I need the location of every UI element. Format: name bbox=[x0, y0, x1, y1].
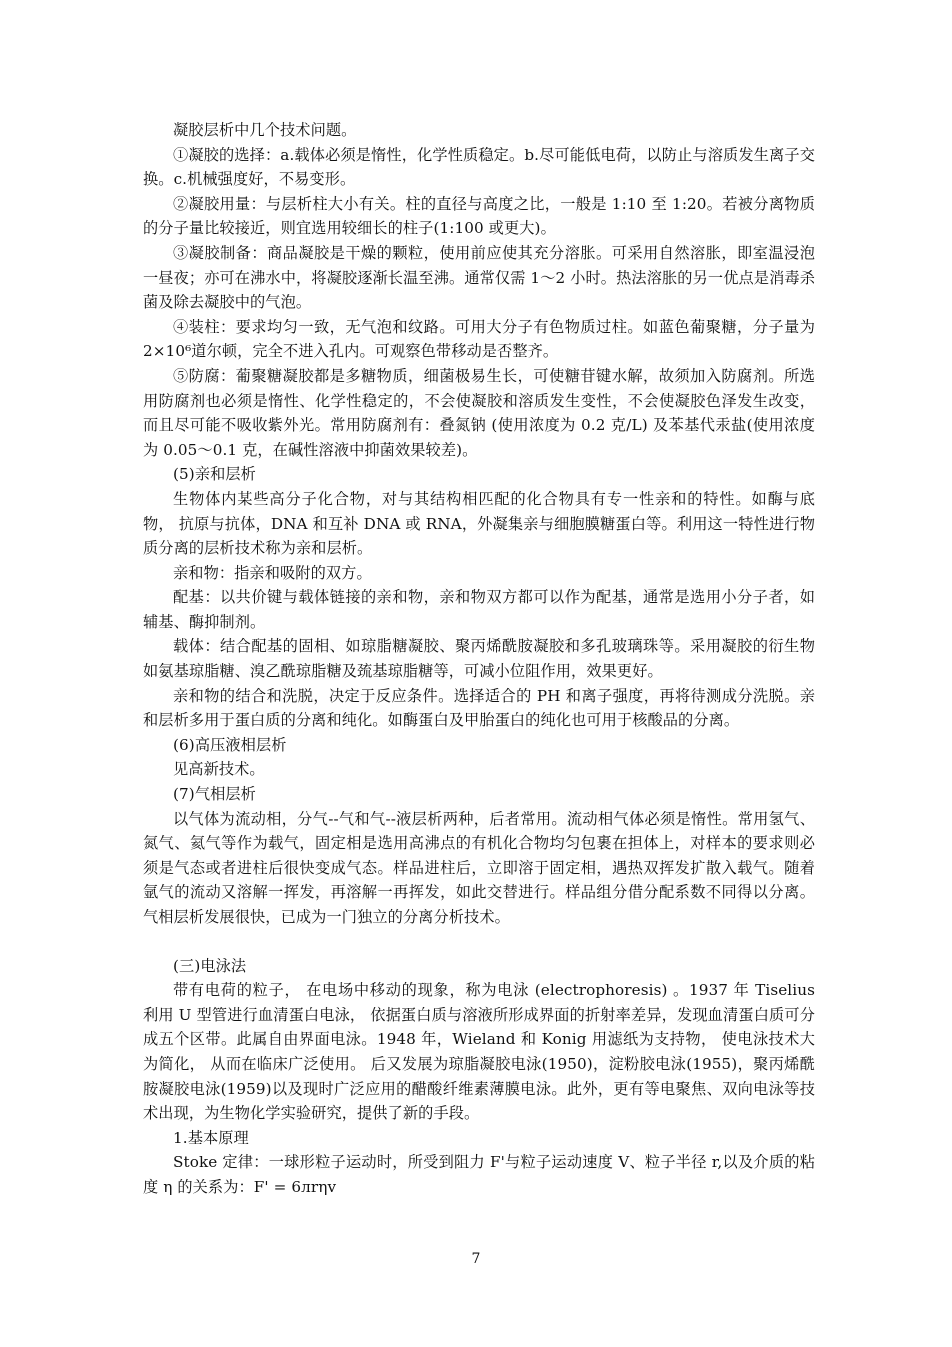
affinity-intro-paragraph: 生物体内某些高分子化合物，对与其结构相匹配的化合物具有专一性亲和的特性。如酶与底物， 抗原与抗体，DNA 和互补 DNA 或 RNA，外凝集亲与细胞膜糖蛋白等。利用这一特性进行物质分离的层析技术称为亲和层析。 bbox=[143, 489, 815, 558]
electrophoresis-history-paragraph: 带有电荷的粒子， 在电场中移动的现象，称为电泳 (electrophoresis) 。1937 年 Tiselius 利用 U 型管进行血清蛋白电泳， 依据蛋白质与溶液所形成界面的折射率差异，发现血清蛋白质可分成五个区带。此属自由界面电泳。1948 年，Wieland 和 Konig 用滤纸为支持物， 使电泳技术大为简化， 从而在临床广泛使用。 后又发展为琼脂凝胶电泳(1950)，淀粉胶电泳(1955)，聚丙烯酰胺凝胶电泳(1959)以及现时广泛应用的醋酸纤维素薄膜电泳。此外，更有等电聚焦、双向电泳等技术出现，为生物化学实验研究，提供了新的手段。 bbox=[143, 981, 815, 1123]
preservation-paragraph: ⑤防腐：葡聚糖凝胶都是多糖物质，细菌极易生长，可使糖苷键水解，故须加入防腐剂。所选用防腐剂也必须是惰性、化学性稳定的，不会使凝胶和溶质发生变性，不会使凝胶色泽发生改变，而且尽可能不吸收紫外光。常用防腐剂有：叠氮钠 (使用浓度为 0.2 克/L) 及苯基代汞盐(使用浓度为 0.05～0.1 克，在碱性溶液中抑菌效果较差)。 bbox=[143, 366, 815, 459]
column-packing-paragraph: ④装柱：要求均匀一致，无气泡和纹路。可用大分子有色物质过柱。如蓝色葡聚糖，分子量为 2×10⁶道尔顿，完全不进入孔内。可观察色带移动是否整齐。 bbox=[143, 317, 815, 361]
section-heading-electrophoresis: (三)电泳法 bbox=[173, 956, 247, 975]
carrier-paragraph: 载体：结合配基的固相、如琼脂糖凝胶、聚丙烯酰胺凝胶和多孔玻璃珠等。采用凝胶的衍生物如氨基琼脂糖、溴乙酰琼脂糖及巯基琼脂糖等，可减小位阻作用，效果更好。 bbox=[143, 637, 815, 681]
section-spacer bbox=[143, 930, 815, 954]
gel-amount-paragraph: ②凝胶用量：与层析柱大小有关。柱的直径与高度之比，一般是 1:10 至 1:20。若被分离物质的分子量比较接近，则宜选用较细长的柱子(1:100 或更大)。 bbox=[143, 194, 815, 238]
page-body bbox=[143, 118, 815, 1200]
hplc-reference: 见高新技术。 bbox=[173, 760, 265, 779]
gel-preparation-paragraph: ③凝胶制备：商品凝胶是干燥的颗粒，使用前应使其充分溶胀。可采用自然溶胀，即室温浸泡一昼夜；亦可在沸水中，将凝胶逐渐长温至沸。通常仅需 1～2 小时。热法溶胀的另一优点是消毒杀菌及除去凝胶中的气泡。 bbox=[143, 243, 815, 312]
gas-chromatography-paragraph: 以气体为流动相，分气--气和气--液层析两种，后者常用。流动相气体必须是惰性。常用氢气、氮气、氦气等作为载气，固定相是选用高沸点的有机化合物均匀包裹在担体上，对样本的要求则必须是气态或者进柱后很快变成气态。样品进柱后，立即溶于固定相，遇热双挥发扩散入载气。随着氩气的流动又溶解一挥发，再溶解一再挥发，如此交替进行。样品组分借分配系数不同得以分离。气相层析发展很快，已成为一门独立的分离分析技术。 bbox=[143, 809, 815, 926]
subheading-basic-principle: 1.基本原理 bbox=[173, 1128, 249, 1147]
page-number: 7 bbox=[471, 1251, 481, 1267]
section-heading-hplc: (6)高压液相层析 bbox=[173, 735, 287, 754]
intro-line: 凝胶层析中几个技术问题。 bbox=[173, 121, 357, 139]
stoke-law-paragraph: Stoke 定律：一球形粒子运动时，所受到阻力 F'与粒子运动速度 V、粒子半径 r,以及介质的粘度 η 的关系为：F' = 6лrηv bbox=[143, 1153, 815, 1196]
elution-paragraph: 亲和物的结合和洗脱，决定于反应条件。选择适合的 PH 和离子强度，再将待测成分洗脱。亲和层析多用于蛋白质的分离和纯化。如酶蛋白及甲胎蛋白的纯化也可用于核酸品的分离。 bbox=[143, 686, 815, 730]
affinity-definition-paragraph: 亲和物：指亲和吸附的双方。 bbox=[173, 563, 372, 582]
gel-selection-paragraph: ①凝胶的选择：a.载体必须是惰性，化学性质稳定。b.尽可能低电荷，以防止与溶质发生离子交换。c.机械强度好，不易变形。 bbox=[143, 145, 815, 189]
ligand-paragraph: 配基：以共价键与载体链接的亲和物，亲和物双方都可以作为配基，通常是选用小分子者，如辅基、酶抑制剂。 bbox=[143, 588, 815, 631]
section-heading-gas: (7)气相层析 bbox=[173, 785, 256, 804]
section-heading-affinity: (5)亲和层析 bbox=[173, 465, 256, 484]
